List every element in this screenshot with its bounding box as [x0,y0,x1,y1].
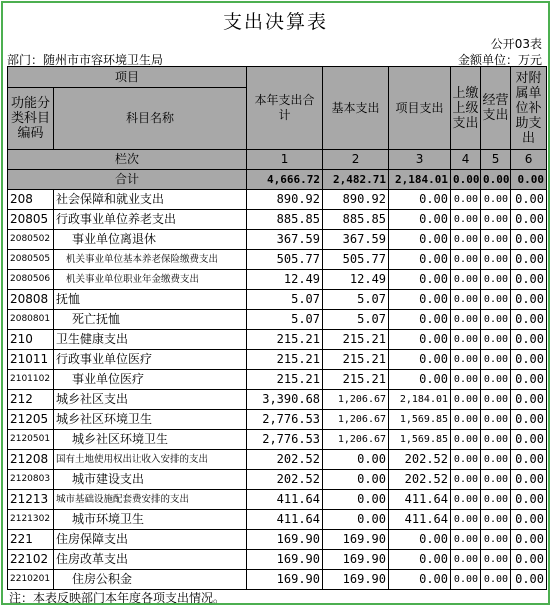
lanci-row [8,150,547,170]
table-row [8,430,547,450]
header-col4: 上缴上级支出 [451,67,481,150]
row-code: 212 [8,390,54,410]
row-c5: 0.00 [481,410,511,430]
row-c1: 169.90 [247,530,323,550]
header-col3: 项目支出 [389,67,451,150]
row-c4: 0.00 [451,430,481,450]
row-c1: 202.52 [247,470,323,490]
row-c4: 0.00 [451,310,481,330]
page-title: 支出决算表 [222,11,328,33]
row-c5: 0.00 [481,350,511,370]
row-name: 社会保障和就业支出 [54,190,247,210]
row-c5: 0.00 [481,490,511,510]
row-name: 住房改革支出 [54,550,247,570]
row-code: 208 [8,190,54,210]
row-c4: 0.00 [451,570,481,590]
row-name: 行政事业单位医疗 [54,350,247,370]
row-name: 死亡抚恤 [54,310,247,330]
row-name: 卫生健康支出 [54,330,247,350]
row-c1: 215.21 [247,370,323,390]
row-c4: 0.00 [451,290,481,310]
table-row [8,210,547,230]
row-c2: 169.90 [323,570,389,590]
row-c6: 0.00 [511,510,547,530]
row-code: 2120501 [8,430,54,450]
row-code: 20805 [8,210,54,230]
total-c6: 0.00 [511,170,547,190]
lanci-label: 栏次 [8,150,247,170]
row-c3: 0.00 [389,250,451,270]
row-code: 210 [8,330,54,350]
row-c3: 0.00 [389,570,451,590]
row-code: 21011 [8,350,54,370]
row-c1: 2,776.53 [247,430,323,450]
row-code: 22102 [8,550,54,570]
row-c6: 0.00 [511,570,547,590]
row-c4: 0.00 [451,530,481,550]
row-c2: 1,206.67 [323,430,389,450]
row-c2: 12.49 [323,270,389,290]
form-code: 公开03表 [490,37,542,51]
row-code: 2121302 [8,510,54,530]
row-c5: 0.00 [481,290,511,310]
header-col5: 经营支出 [481,67,511,150]
table-row [8,450,547,470]
row-c5: 0.00 [481,530,511,550]
lanci-c5: 5 [481,150,511,170]
row-name: 城乡社区环境卫生 [54,430,247,450]
row-c3: 0.00 [389,550,451,570]
row-c6: 0.00 [511,450,547,470]
table-row [8,490,547,510]
row-c3: 411.64 [389,510,451,530]
row-c1: 367.59 [247,230,323,250]
table-row [8,270,547,290]
row-c6: 0.00 [511,230,547,250]
table-row [8,370,547,390]
row-c5: 0.00 [481,250,511,270]
table-row [8,570,547,590]
row-c6: 0.00 [511,210,547,230]
expenditure-table [7,66,547,590]
row-c2: 215.21 [323,370,389,390]
row-code: 2080801 [8,310,54,330]
row-c4: 0.00 [451,510,481,530]
row-c5: 0.00 [481,230,511,250]
row-c2: 0.00 [323,490,389,510]
row-code: 2080502 [8,230,54,250]
header-col1: 本年支出合计 [247,67,323,150]
total-label: 合计 [8,170,247,190]
row-c1: 169.90 [247,550,323,570]
row-c3: 0.00 [389,290,451,310]
header-project: 项目 [8,67,247,88]
row-c2: 0.00 [323,450,389,470]
row-c5: 0.00 [481,470,511,490]
row-c5: 0.00 [481,510,511,530]
row-c2: 0.00 [323,510,389,530]
row-code: 2080505 [8,250,54,270]
row-c4: 0.00 [451,470,481,490]
lanci-c6: 6 [511,150,547,170]
row-c5: 0.00 [481,570,511,590]
total-c3: 2,184.01 [389,170,451,190]
row-c4: 0.00 [451,490,481,510]
row-c6: 0.00 [511,430,547,450]
lanci-c1: 1 [247,150,323,170]
row-c1: 5.07 [247,290,323,310]
row-c6: 0.00 [511,550,547,570]
lanci-c3: 3 [389,150,451,170]
row-name: 城乡社区支出 [54,390,247,410]
row-c3: 0.00 [389,310,451,330]
department-label: 部门：随州市市容环境卫生局 [7,53,164,67]
row-c4: 0.00 [451,250,481,270]
row-name: 住房公积金 [54,570,247,590]
table-row [8,190,547,210]
row-c5: 0.00 [481,450,511,470]
row-c5: 0.00 [481,370,511,390]
row-name: 事业单位离退休 [54,230,247,250]
total-row [8,170,547,190]
row-c3: 0.00 [389,190,451,210]
lanci-c2: 2 [323,150,389,170]
row-code: 2080506 [8,270,54,290]
total-c5: 0.00 [481,170,511,190]
total-c4: 0.00 [451,170,481,190]
row-c2: 505.77 [323,250,389,270]
row-c3: 1,569.85 [389,430,451,450]
row-c2: 5.07 [323,310,389,330]
row-c1: 5.07 [247,310,323,330]
row-c3: 0.00 [389,230,451,250]
row-c1: 215.21 [247,350,323,370]
row-code: 2210201 [8,570,54,590]
row-name: 抚恤 [54,290,247,310]
row-c5: 0.00 [481,550,511,570]
row-c3: 411.64 [389,490,451,510]
row-c2: 215.21 [323,330,389,350]
row-code: 20808 [8,290,54,310]
row-c2: 169.90 [323,550,389,570]
row-name: 住房保障支出 [54,530,247,550]
row-name: 城市环境卫生 [54,510,247,530]
row-code: 2101102 [8,370,54,390]
header-subject-name: 科目名称 [54,88,247,150]
row-c4: 0.00 [451,330,481,350]
row-c3: 1,569.85 [389,410,451,430]
row-c3: 0.00 [389,370,451,390]
table-row [8,510,547,530]
row-c6: 0.00 [511,410,547,430]
row-c6: 0.00 [511,330,547,350]
row-c4: 0.00 [451,450,481,470]
row-code: 21213 [8,490,54,510]
row-c2: 1,206.67 [323,410,389,430]
row-c6: 0.00 [511,290,547,310]
row-c1: 2,776.53 [247,410,323,430]
row-code: 21205 [8,410,54,430]
row-c3: 2,184.01 [389,390,451,410]
row-name: 城市基础设施配套费安排的支出 [54,490,247,510]
row-c4: 0.00 [451,370,481,390]
row-c4: 0.00 [451,210,481,230]
row-code: 2120803 [8,470,54,490]
row-c2: 215.21 [323,350,389,370]
row-c6: 0.00 [511,530,547,550]
row-c2: 5.07 [323,290,389,310]
row-c2: 0.00 [323,470,389,490]
table-row [8,470,547,490]
row-c1: 885.85 [247,210,323,230]
row-c4: 0.00 [451,390,481,410]
row-c1: 169.90 [247,570,323,590]
row-c1: 3,390.68 [247,390,323,410]
row-c6: 0.00 [511,390,547,410]
row-c2: 890.92 [323,190,389,210]
row-c6: 0.00 [511,250,547,270]
row-c5: 0.00 [481,430,511,450]
row-c6: 0.00 [511,350,547,370]
unit-label: 金额单位：万元 [457,53,542,67]
row-c6: 0.00 [511,470,547,490]
row-code: 221 [8,530,54,550]
row-c6: 0.00 [511,270,547,290]
row-c5: 0.00 [481,190,511,210]
table-row [8,290,547,310]
row-c5: 0.00 [481,330,511,350]
row-c1: 505.77 [247,250,323,270]
row-code: 21208 [8,450,54,470]
row-c5: 0.00 [481,210,511,230]
row-c6: 0.00 [511,190,547,210]
row-c3: 0.00 [389,530,451,550]
row-c3: 202.52 [389,450,451,470]
row-name: 机关事业单位职业年金缴费支出 [54,270,247,290]
row-c2: 885.85 [323,210,389,230]
row-c2: 169.90 [323,530,389,550]
row-c5: 0.00 [481,310,511,330]
row-c6: 0.00 [511,310,547,330]
table-row [8,530,547,550]
table-row [8,330,547,350]
table-row [8,390,547,410]
header-col2: 基本支出 [323,67,389,150]
row-name: 城市建设支出 [54,470,247,490]
row-c5: 0.00 [481,270,511,290]
row-c1: 202.52 [247,450,323,470]
spreadsheet-frame [1,1,550,605]
row-c4: 0.00 [451,410,481,430]
footnote: 注：本表反映部门本年度各项支出情况。 [9,591,226,605]
row-c2: 1,206.67 [323,390,389,410]
total-c2: 2,482.71 [323,170,389,190]
row-c4: 0.00 [451,350,481,370]
row-c1: 411.64 [247,510,323,530]
table-row [8,230,547,250]
table-row [8,410,547,430]
row-c5: 0.00 [481,390,511,410]
row-c1: 12.49 [247,270,323,290]
row-c3: 202.52 [389,470,451,490]
row-c4: 0.00 [451,230,481,250]
row-c2: 367.59 [323,230,389,250]
row-c1: 411.64 [247,490,323,510]
row-c4: 0.00 [451,270,481,290]
table-row [8,250,547,270]
row-c4: 0.00 [451,550,481,570]
row-name: 国有土地使用权出让收入安排的支出 [54,450,247,470]
header-func-code: 功能分类科目编码 [8,88,54,150]
row-c1: 890.92 [247,190,323,210]
row-c6: 0.00 [511,370,547,390]
row-c3: 0.00 [389,210,451,230]
row-c3: 0.00 [389,270,451,290]
table-row [8,350,547,370]
table-row [8,310,547,330]
row-c4: 0.00 [451,190,481,210]
header-col6: 对附属单位补助支出 [511,67,547,150]
lanci-c4: 4 [451,150,481,170]
row-name: 城乡社区环境卫生 [54,410,247,430]
row-c3: 0.00 [389,330,451,350]
row-c6: 0.00 [511,490,547,510]
row-c1: 215.21 [247,330,323,350]
row-name: 事业单位医疗 [54,370,247,390]
row-name: 机关事业单位基本养老保险缴费支出 [54,250,247,270]
total-c1: 4,666.72 [247,170,323,190]
row-name: 行政事业单位养老支出 [54,210,247,230]
table-row [8,550,547,570]
row-c3: 0.00 [389,350,451,370]
